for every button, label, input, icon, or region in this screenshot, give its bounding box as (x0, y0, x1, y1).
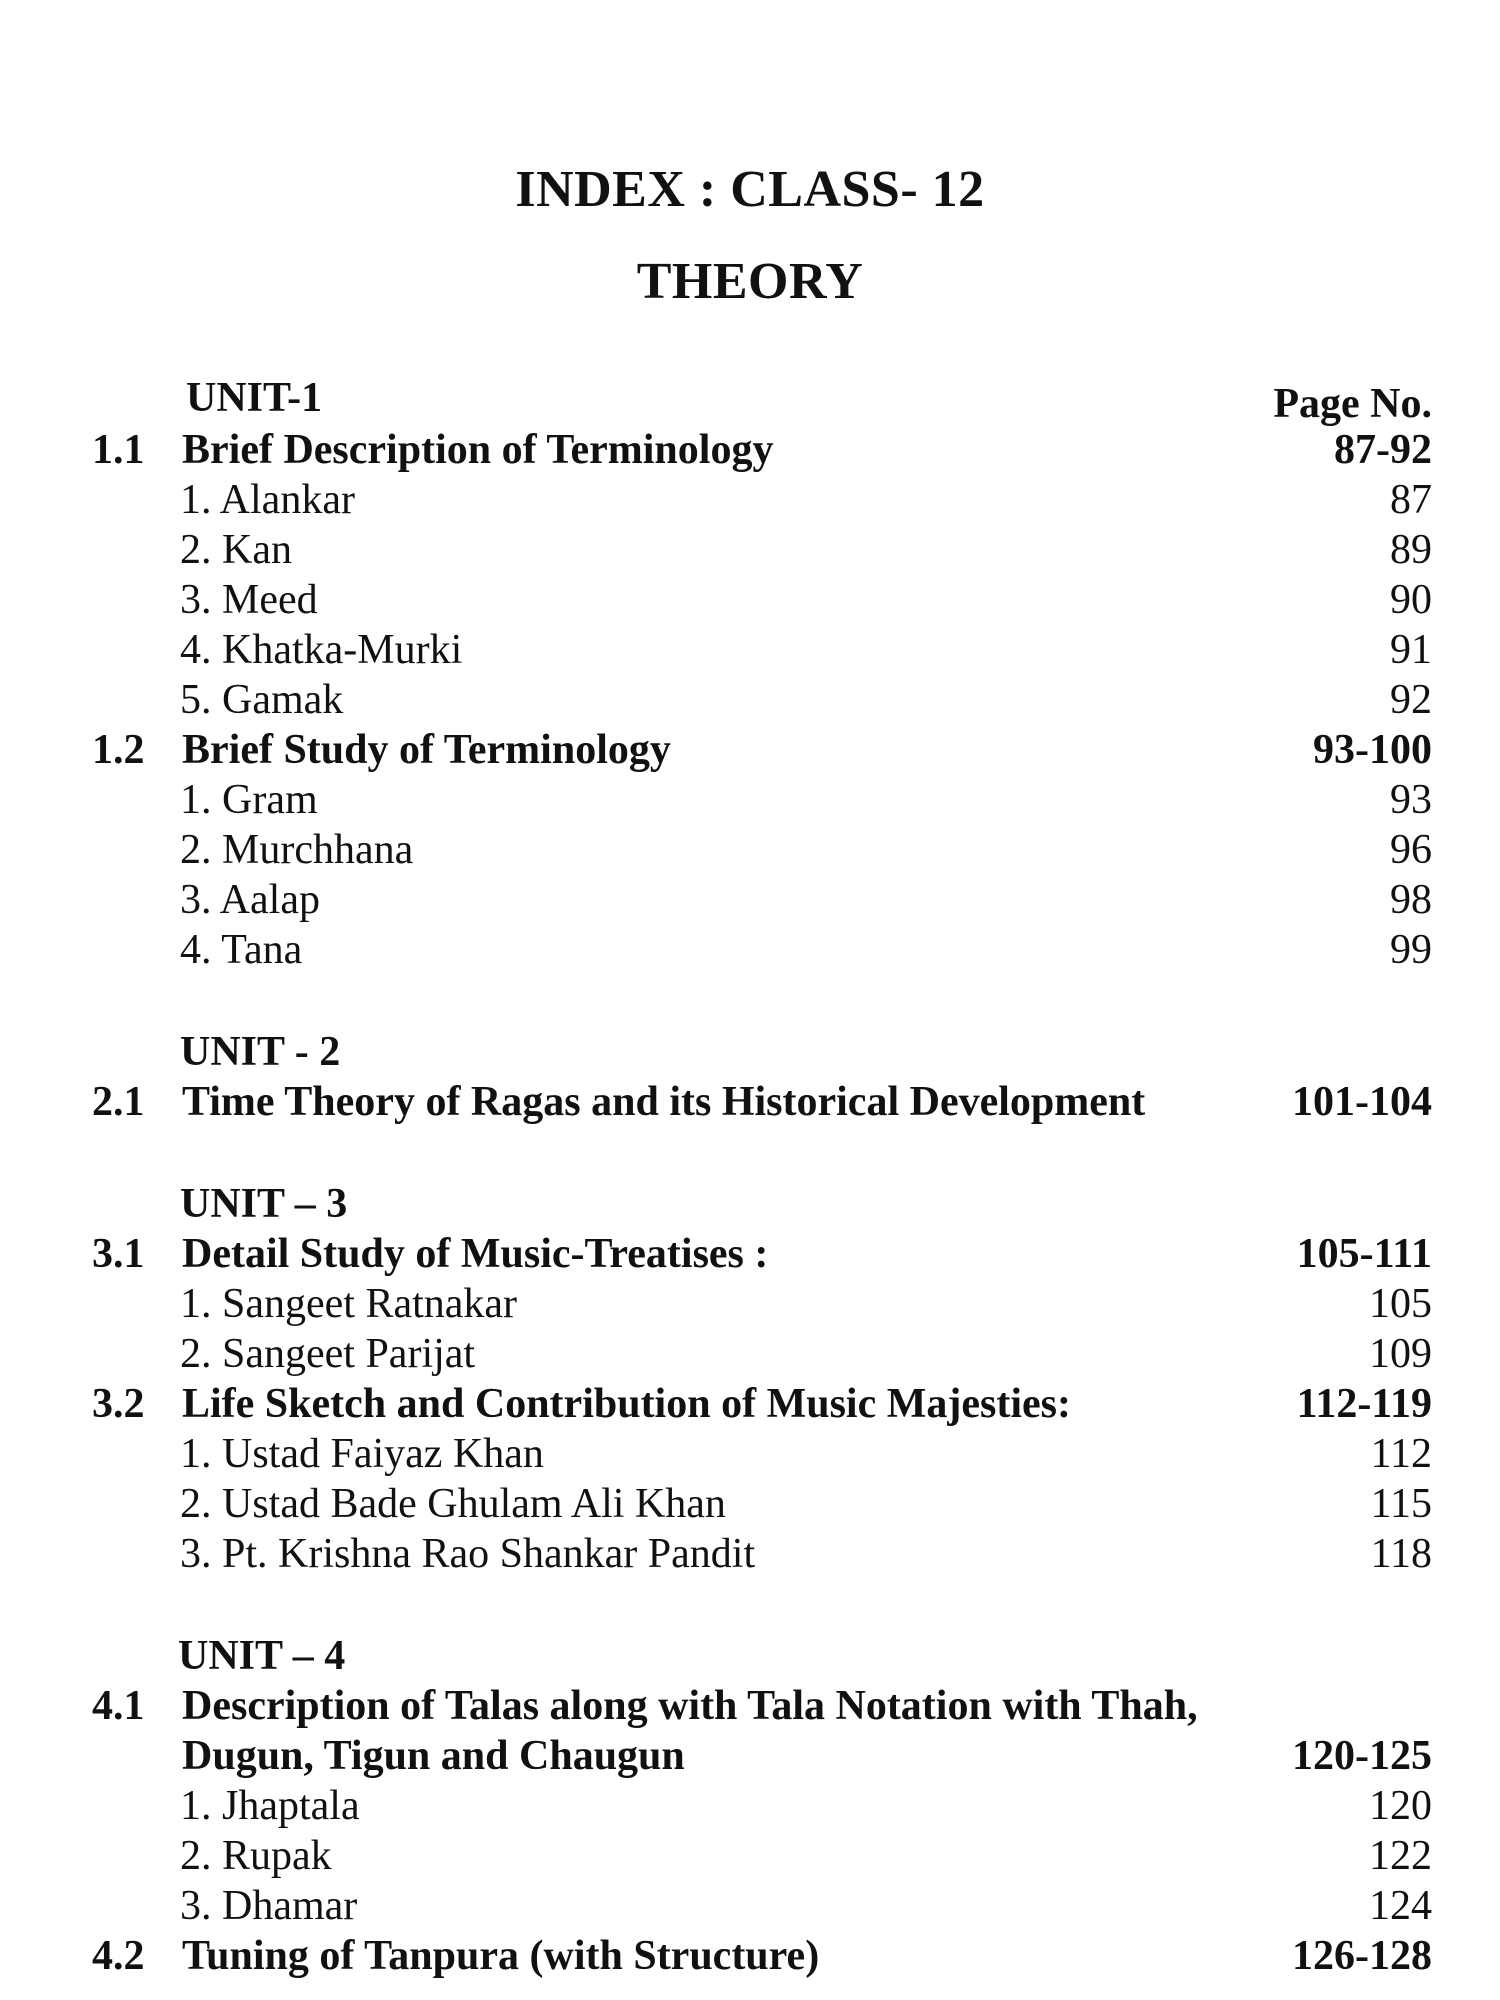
section-title: Tuning of Tanpura (with Structure) (182, 1933, 820, 1979)
item-page: 120 (1369, 1783, 1432, 1829)
list-item (0, 474, 1500, 526)
item-label: 1. Alankar (180, 477, 355, 523)
section-number: 4.1 (92, 1683, 145, 1729)
section-4-1-line2 (0, 1730, 1500, 1782)
page-title: INDEX : CLASS- 12 (515, 161, 985, 218)
item-page: 109 (1369, 1331, 1432, 1377)
section-pages: 87-92 (1334, 427, 1432, 473)
list-item (0, 674, 1500, 726)
section-number: 1.2 (92, 727, 145, 773)
section-number: 3.1 (92, 1231, 145, 1277)
list-item (0, 824, 1500, 876)
item-label: 1. Jhaptala (180, 1783, 360, 1829)
section-1-2 (0, 724, 1500, 776)
list-item (0, 574, 1500, 626)
unit-label: UNIT – 4 (178, 1633, 346, 1679)
page-subtitle: THEORY (636, 253, 864, 310)
page-no-header: Page No. (1273, 381, 1432, 427)
section-number: 1.1 (92, 427, 145, 473)
section-4-2 (0, 1930, 1500, 1982)
item-label: 1. Ustad Faiyaz Khan (180, 1431, 544, 1477)
item-page: 98 (1390, 877, 1432, 923)
section-pages: 93-100 (1313, 727, 1432, 773)
item-page: 90 (1390, 577, 1432, 623)
list-item (0, 1830, 1500, 1882)
list-item (0, 1880, 1500, 1932)
section-pages: 112-119 (1296, 1381, 1432, 1427)
list-item (0, 1278, 1500, 1330)
unit-1-header-row (0, 372, 1500, 427)
section-title: Life Sketch and Contribution of Music Majesties: (182, 1381, 1071, 1427)
unit-2-header-row (0, 1026, 1500, 1078)
section-1-1 (0, 424, 1500, 476)
item-page: 105 (1369, 1281, 1432, 1327)
item-label: 3. Pt. Krishna Rao Shankar Pandit (180, 1531, 756, 1577)
item-label: 2. Sangeet Parijat (180, 1331, 476, 1377)
section-pages: 101-104 (1292, 1079, 1432, 1125)
item-page: 87 (1390, 477, 1432, 523)
list-item (0, 524, 1500, 576)
item-label: 3. Meed (180, 577, 318, 623)
section-2-1 (0, 1076, 1500, 1128)
item-page: 93 (1390, 777, 1432, 823)
item-page: 89 (1390, 527, 1432, 573)
unit-label: UNIT-1 (186, 375, 323, 421)
section-pages: 126-128 (1292, 1933, 1432, 1979)
section-number: 3.2 (92, 1381, 145, 1427)
list-item (0, 774, 1500, 826)
section-4-1 (0, 1680, 1500, 1732)
section-3-2 (0, 1378, 1500, 1430)
item-page: 122 (1369, 1833, 1432, 1879)
item-label: 3. Dhamar (180, 1883, 358, 1929)
item-label: 2. Kan (180, 527, 292, 573)
list-item (0, 874, 1500, 926)
item-page: 99 (1390, 927, 1432, 973)
item-page: 118 (1370, 1531, 1432, 1577)
list-item (0, 624, 1500, 676)
item-label: 5. Gamak (180, 677, 344, 723)
item-page: 124 (1369, 1883, 1432, 1929)
item-page: 115 (1370, 1481, 1432, 1527)
section-number: 2.1 (92, 1079, 145, 1125)
list-item (0, 1478, 1500, 1530)
section-title: Description of Talas along with Tala Notation with Thah, (182, 1683, 1198, 1729)
section-3-1 (0, 1228, 1500, 1280)
unit-4-header-row (0, 1630, 1500, 1682)
item-label: 1. Gram (180, 777, 318, 823)
section-title: Brief Description of Terminology (182, 427, 774, 473)
list-item (0, 1328, 1500, 1380)
item-label: 2. Murchhana (180, 827, 414, 873)
section-title: Brief Study of Terminology (182, 727, 671, 773)
item-page: 92 (1390, 677, 1432, 723)
section-pages: 105-111 (1296, 1231, 1432, 1277)
item-page: 91 (1390, 627, 1432, 673)
item-label: 1. Sangeet Ratnakar (180, 1281, 518, 1327)
section-number: 4.2 (92, 1933, 145, 1979)
section-title: Detail Study of Music-Treatises : (182, 1231, 769, 1277)
item-page: 112 (1370, 1431, 1432, 1477)
item-label: 2. Rupak (180, 1833, 332, 1879)
section-pages: 120-125 (1292, 1733, 1432, 1779)
unit-label: UNIT – 3 (180, 1181, 348, 1227)
list-item (0, 924, 1500, 976)
list-item (0, 1428, 1500, 1480)
item-label: 3. Aalap (180, 877, 320, 923)
unit-label: UNIT - 2 (180, 1029, 341, 1075)
item-label: 4. Tana (180, 927, 303, 973)
item-label: 2. Ustad Bade Ghulam Ali Khan (180, 1481, 726, 1527)
unit-3-header-row (0, 1178, 1500, 1230)
section-title-line2: Dugun, Tigun and Chaugun (182, 1733, 685, 1779)
section-title: Time Theory of Ragas and its Historical Development (182, 1079, 1146, 1125)
list-item (0, 1780, 1500, 1832)
item-page: 96 (1390, 827, 1432, 873)
list-item (0, 1528, 1500, 1580)
item-label: 4. Khatka-Murki (180, 627, 463, 673)
